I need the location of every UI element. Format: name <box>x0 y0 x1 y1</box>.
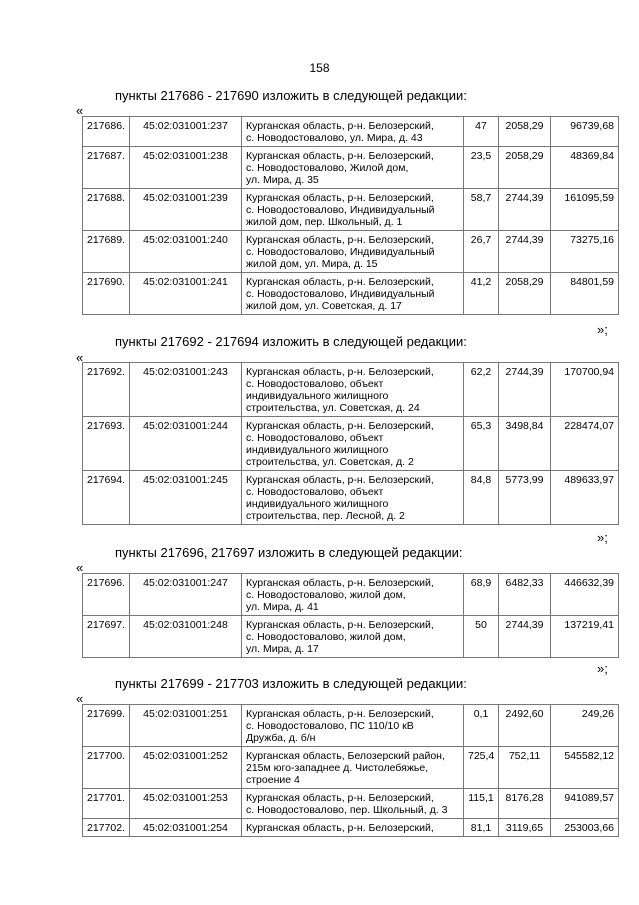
row-number-cell: 217702. <box>83 819 130 837</box>
address-line: с. Новодостовалово, жилой дом, <box>246 631 406 643</box>
address-line: ул. Мира, д. 17 <box>246 643 319 655</box>
address-line: Курганская область, р-н. Белозерский, <box>246 120 434 132</box>
row-number-cell: 217699. <box>83 705 130 747</box>
address-cell <box>242 363 464 417</box>
area-cell: 47 <box>464 117 499 147</box>
area-cell: 65,3 <box>464 417 499 471</box>
address-line: строительства, ул. Советская, д. 2 <box>246 456 414 468</box>
area-cell: 41,2 <box>464 273 499 315</box>
cadastral-number-cell: 45:02:031001:243 <box>130 363 242 417</box>
address-cell <box>242 616 464 658</box>
row-number-cell: 217694. <box>83 471 130 525</box>
unit-price-cell: 8176,28 <box>499 789 551 819</box>
cadastral-cost-cell: 253003,66 <box>551 819 619 837</box>
address-line: Курганская область, р-н. Белозерский, <box>246 474 434 486</box>
table-row <box>83 471 619 525</box>
registry-table <box>82 362 619 525</box>
address-line: с. Новодостовалово, пер. Школьный, д. 3 <box>246 804 448 816</box>
address-line: Курганская область, р-н. Белозерский, <box>246 366 434 378</box>
address-line: Курганская область, р-н. Белозерский, <box>246 577 434 589</box>
address-line: Курганская область, р-н. Белозерский, <box>246 420 434 432</box>
registry-table <box>82 573 619 658</box>
row-number-cell: 217690. <box>83 273 130 315</box>
area-cell: 23,5 <box>464 147 499 189</box>
cadastral-cost-cell: 170700,94 <box>551 363 619 417</box>
table-row <box>83 417 619 471</box>
cadastral-number-cell: 45:02:031001:239 <box>130 189 242 231</box>
open-quote: « <box>76 350 84 365</box>
close-quote: »; <box>597 661 608 676</box>
area-cell: 0,1 <box>464 705 499 747</box>
row-number-cell: 217692. <box>83 363 130 417</box>
table-row <box>83 705 619 747</box>
open-quote: « <box>76 560 84 575</box>
cadastral-number-cell: 45:02:031001:237 <box>130 117 242 147</box>
address-line: Курганская область, р-н. Белозерский, <box>246 276 434 288</box>
address-line: с. Новодостовалово, объект <box>246 432 384 444</box>
area-cell: 81,1 <box>464 819 499 837</box>
section-heading: пункты 217692 - 217694 изложить в следующей редакции: <box>115 334 467 349</box>
open-quote: « <box>76 691 84 706</box>
unit-price-cell: 3498,84 <box>499 417 551 471</box>
cadastral-number-cell: 45:02:031001:247 <box>130 574 242 616</box>
address-line: с. Новодостовалово, объект <box>246 486 384 498</box>
address-line: жилой дом, ул. Советская, д. 17 <box>246 300 402 312</box>
address-line: индивидуального жилищного <box>246 444 389 456</box>
cadastral-cost-cell: 84801,59 <box>551 273 619 315</box>
cadastral-number-cell: 45:02:031001:244 <box>130 417 242 471</box>
address-line: индивидуального жилищного <box>246 390 389 402</box>
row-number-cell: 217696. <box>83 574 130 616</box>
row-number-cell: 217687. <box>83 147 130 189</box>
cadastral-number-cell: 45:02:031001:240 <box>130 231 242 273</box>
table-row <box>83 574 619 616</box>
address-line: строение 4 <box>246 774 300 786</box>
address-line: с. Новодостовалово, объект <box>246 378 384 390</box>
cadastral-cost-cell: 941089,57 <box>551 789 619 819</box>
close-quote: »; <box>597 322 608 337</box>
cadastral-cost-cell: 73275,16 <box>551 231 619 273</box>
address-cell <box>242 117 464 147</box>
address-line: индивидуального жилищного <box>246 498 389 510</box>
area-cell: 62,2 <box>464 363 499 417</box>
unit-price-cell: 2058,29 <box>499 147 551 189</box>
table-row <box>83 616 619 658</box>
open-quote: « <box>76 103 84 118</box>
address-line: Курганская область, р-н. Белозерский, <box>246 822 434 834</box>
registry-table <box>82 704 619 837</box>
address-line: строительства, ул. Советская, д. 24 <box>246 402 420 414</box>
unit-price-cell: 2058,29 <box>499 273 551 315</box>
row-number-cell: 217686. <box>83 117 130 147</box>
address-cell <box>242 231 464 273</box>
cadastral-number-cell: 45:02:031001:245 <box>130 471 242 525</box>
cadastral-cost-cell: 96739,68 <box>551 117 619 147</box>
area-cell: 50 <box>464 616 499 658</box>
section-heading: пункты 217686 - 217690 изложить в следующей редакции: <box>115 88 467 103</box>
address-cell <box>242 471 464 525</box>
address-line: с. Новодостовалово, жилой дом, <box>246 589 406 601</box>
cadastral-number-cell: 45:02:031001:254 <box>130 819 242 837</box>
address-line: 215м юго-западнее д. Чистолебяжье, <box>246 762 429 774</box>
cadastral-number-cell: 45:02:031001:253 <box>130 789 242 819</box>
table-row <box>83 117 619 147</box>
close-quote: »; <box>597 530 608 545</box>
unit-price-cell: 2744,39 <box>499 363 551 417</box>
row-number-cell: 217688. <box>83 189 130 231</box>
address-cell <box>242 747 464 789</box>
table-row <box>83 273 619 315</box>
address-cell <box>242 417 464 471</box>
address-cell <box>242 189 464 231</box>
unit-price-cell: 752,11 <box>499 747 551 789</box>
page-number: 158 <box>309 61 330 75</box>
address-line: с. Новодостовалово, Индивидуальный <box>246 288 435 300</box>
cadastral-cost-cell: 137219,41 <box>551 616 619 658</box>
address-line: Курганская область, р-н. Белозерский, <box>246 150 434 162</box>
cadastral-cost-cell: 228474,07 <box>551 417 619 471</box>
address-cell <box>242 705 464 747</box>
row-number-cell: 217697. <box>83 616 130 658</box>
table-row <box>83 231 619 273</box>
address-line: ул. Мира, д. 41 <box>246 601 319 613</box>
table-row <box>83 819 619 837</box>
cadastral-cost-cell: 48369,84 <box>551 147 619 189</box>
address-line: с. Новодостовалово, Индивидуальный <box>246 204 435 216</box>
cadastral-cost-cell: 489633,97 <box>551 471 619 525</box>
area-cell: 68,9 <box>464 574 499 616</box>
unit-price-cell: 2492,60 <box>499 705 551 747</box>
unit-price-cell: 2744,39 <box>499 231 551 273</box>
address-line: жилой дом, пер. Школьный, д. 1 <box>246 216 403 228</box>
table-row <box>83 789 619 819</box>
address-line: Курганская область, р-н. Белозерский, <box>246 708 434 720</box>
cadastral-number-cell: 45:02:031001:238 <box>130 147 242 189</box>
area-cell: 58,7 <box>464 189 499 231</box>
address-line: Курганская область, р-н. Белозерский, <box>246 234 434 246</box>
cadastral-cost-cell: 249,26 <box>551 705 619 747</box>
area-cell: 84,8 <box>464 471 499 525</box>
cadastral-number-cell: 45:02:031001:241 <box>130 273 242 315</box>
row-number-cell: 217701. <box>83 789 130 819</box>
address-line: Курганская область, р-н. Белозерский, <box>246 619 434 631</box>
unit-price-cell: 2744,39 <box>499 616 551 658</box>
unit-price-cell: 3119,65 <box>499 819 551 837</box>
address-line: Курганская область, р-н. Белозерский, <box>246 192 434 204</box>
row-number-cell: 217693. <box>83 417 130 471</box>
address-line: строительства, пер. Лесной, д. 2 <box>246 510 405 522</box>
unit-price-cell: 2744,39 <box>499 189 551 231</box>
area-cell: 115,1 <box>464 789 499 819</box>
table-row <box>83 363 619 417</box>
unit-price-cell: 5773,99 <box>499 471 551 525</box>
address-line: с. Новодостовалово, ул. Мира, д. 43 <box>246 132 423 144</box>
section-heading: пункты 217699 - 217703 изложить в следующей редакции: <box>115 676 467 691</box>
address-line: Курганская область, Белозерский район, <box>246 750 445 762</box>
table-row <box>83 189 619 231</box>
address-cell <box>242 147 464 189</box>
unit-price-cell: 6482,33 <box>499 574 551 616</box>
cadastral-number-cell: 45:02:031001:252 <box>130 747 242 789</box>
address-cell <box>242 574 464 616</box>
cadastral-number-cell: 45:02:031001:251 <box>130 705 242 747</box>
address-line: Курганская область, р-н. Белозерский, <box>246 792 434 804</box>
address-cell <box>242 789 464 819</box>
cadastral-cost-cell: 446632,39 <box>551 574 619 616</box>
cadastral-cost-cell: 161095,59 <box>551 189 619 231</box>
address-cell <box>242 819 464 837</box>
address-line: жилой дом, ул. Мира, д. 15 <box>246 258 378 270</box>
area-cell: 725,4 <box>464 747 499 789</box>
row-number-cell: 217700. <box>83 747 130 789</box>
cadastral-number-cell: 45:02:031001:248 <box>130 616 242 658</box>
table-row <box>83 147 619 189</box>
address-line: ул. Мира, д. 35 <box>246 174 319 186</box>
address-line: с. Новодостовалово, Индивидуальный <box>246 246 435 258</box>
table-row <box>83 747 619 789</box>
section-heading: пункты 217696, 217697 изложить в следующей редакции: <box>115 545 463 560</box>
row-number-cell: 217689. <box>83 231 130 273</box>
cadastral-cost-cell: 545582,12 <box>551 747 619 789</box>
address-cell <box>242 273 464 315</box>
registry-table <box>82 116 619 315</box>
area-cell: 26,7 <box>464 231 499 273</box>
address-line: с. Новодостовалово, ПС 110/10 кВ <box>246 720 414 732</box>
address-line: Дружба, д. б/н <box>246 732 316 744</box>
address-line: с. Новодостовалово, Жилой дом, <box>246 162 409 174</box>
unit-price-cell: 2058,29 <box>499 117 551 147</box>
